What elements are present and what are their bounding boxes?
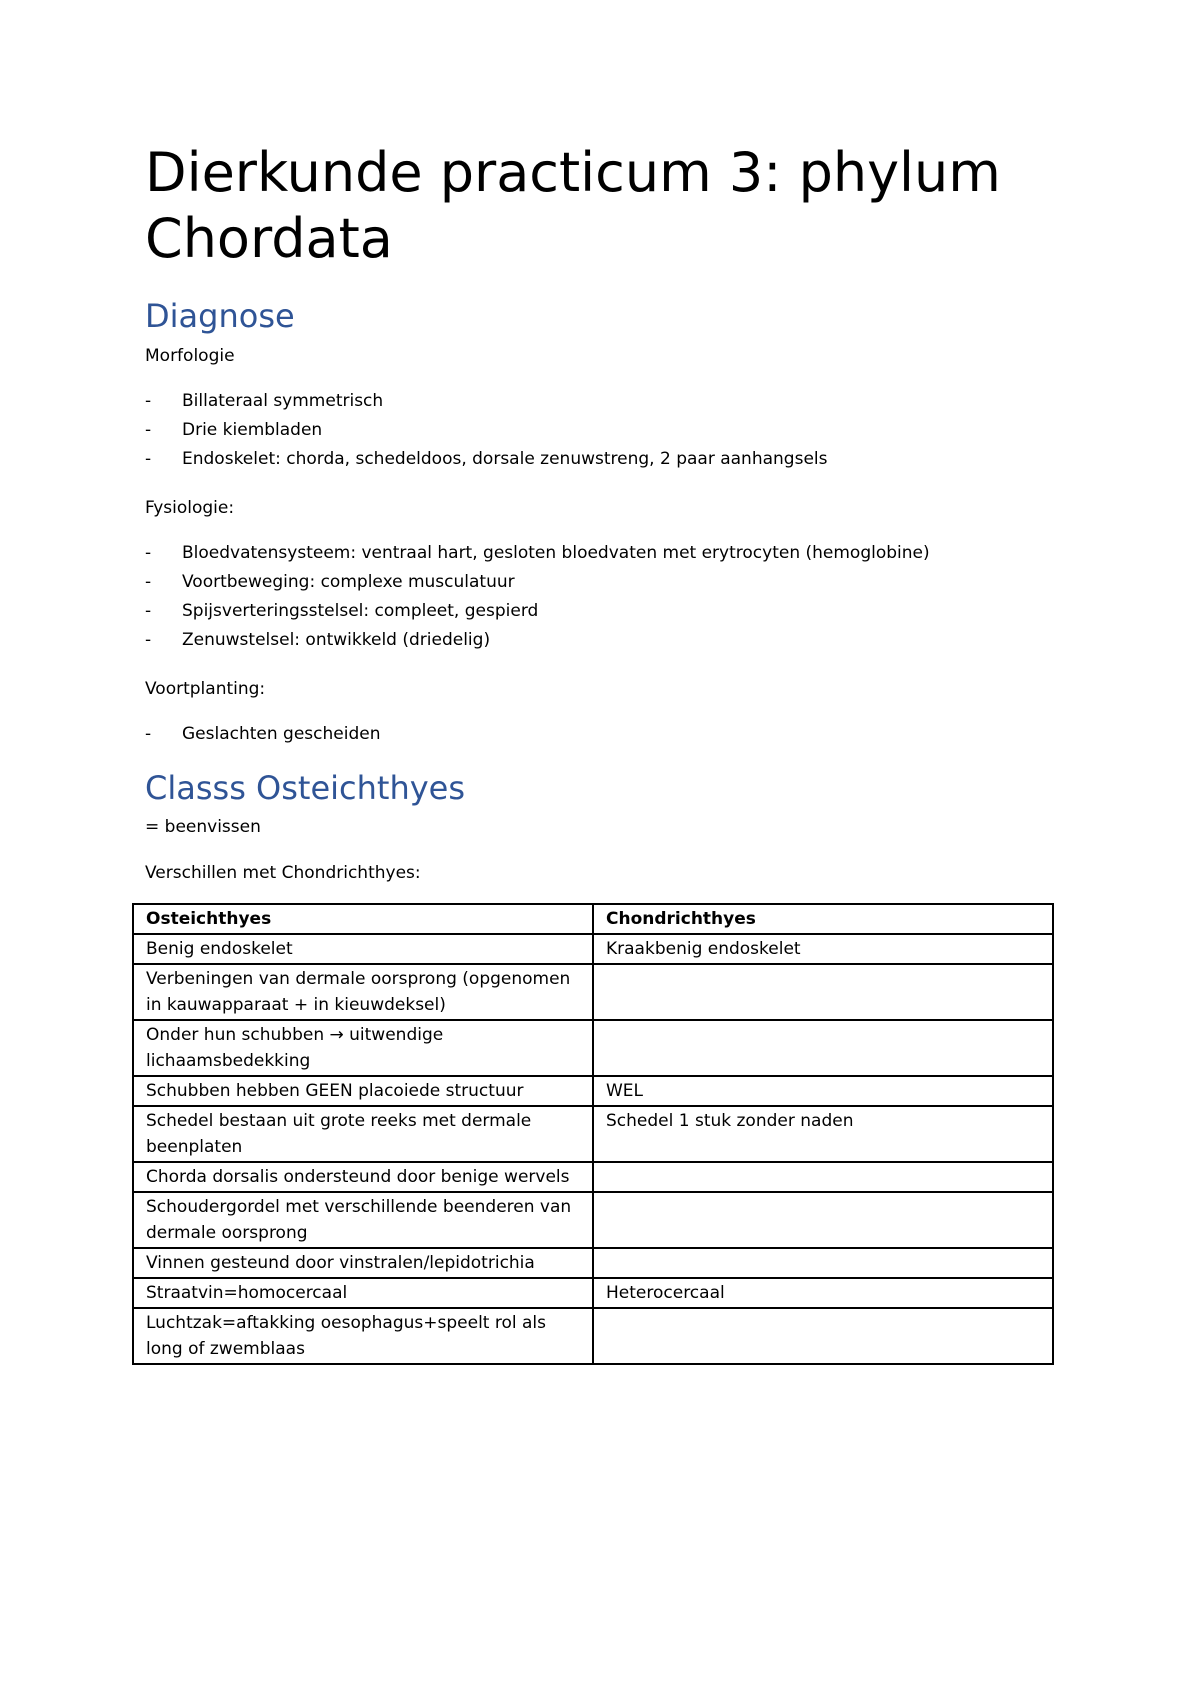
table-cell: WEL (593, 1076, 1053, 1106)
table-row (133, 1020, 1053, 1076)
table-cell: Heterocercaal (593, 1278, 1053, 1308)
table-cell (593, 964, 1053, 1020)
table-row (133, 1076, 1053, 1106)
table-cell: Benig endoskelet (133, 934, 593, 964)
table-row (133, 1162, 1053, 1192)
table-cell: Schedel 1 stuk zonder naden (593, 1106, 1053, 1162)
intro-verschillen: Verschillen met Chondrichthyes: (145, 863, 421, 883)
header-chondrichthyes: Chondrichthyes (593, 904, 1053, 934)
list-item: - Spijsverteringsstelsel: compleet, gespierd (145, 597, 930, 626)
list-voortplanting (145, 720, 381, 749)
list-item: - Bloedvatensysteem: ventraal hart, gesloten bloedvaten met erytrocyten (hemoglobine) (145, 539, 930, 568)
list-item: - Drie kiembladen (145, 416, 828, 445)
table-row (133, 1106, 1053, 1162)
table-cell: Onder hun schubben → uitwendige lichaamsbedekking (133, 1020, 593, 1076)
list-item: - Billateraal symmetrisch (145, 387, 828, 416)
table-row (133, 1278, 1053, 1308)
table-cell (593, 1020, 1053, 1076)
heading-diagnose: Diagnose (145, 297, 295, 335)
label-morfologie: Morfologie (145, 346, 235, 366)
table-cell: Straatvin=homocercaal (133, 1278, 593, 1308)
table-cell: Luchtzak=aftakking oesophagus+speelt rol als long of zwemblaas (133, 1308, 593, 1364)
table-cell: Kraakbenig endoskelet (593, 934, 1053, 964)
heading-osteichthyes: Classs Osteichthyes (145, 769, 466, 807)
bullet-dash: - (145, 449, 152, 469)
header-osteichthyes: Osteichthyes (133, 904, 593, 934)
list-morfologie (145, 387, 828, 474)
bullet-dash: - (145, 572, 152, 592)
bullet-dash: - (145, 420, 152, 440)
table-header-row (133, 904, 1053, 934)
table-cell: Vinnen gesteund door vinstralen/lepidotrichia (133, 1248, 593, 1278)
table-cell: Verbeningen van dermale oorsprong (opgenomen in kauwapparaat + in kieuwdeksel) (133, 964, 593, 1020)
table-cell (593, 1192, 1053, 1248)
document-title: Dierkunde practicum 3: phylum Chordata (145, 141, 1001, 270)
table-cell (593, 1162, 1053, 1192)
table-row (133, 934, 1053, 964)
table-cell: Schedel bestaan uit grote reeks met dermale beenplaten (133, 1106, 593, 1162)
label-voortplanting: Voortplanting: (145, 679, 266, 699)
bullet-dash: - (145, 543, 152, 563)
table-row (133, 1308, 1053, 1364)
list-item: - Endoskelet: chorda, schedeldoos, dorsale zenuwstreng, 2 paar aanhangsels (145, 445, 828, 474)
table-cell: Schoudergordel met verschillende beenderen van dermale oorsprong (133, 1192, 593, 1248)
list-fysiologie (145, 539, 930, 655)
table-row (133, 1248, 1053, 1278)
table-cell: Chorda dorsalis ondersteund door benige wervels (133, 1162, 593, 1192)
bullet-dash: - (145, 724, 152, 744)
table-cell (593, 1248, 1053, 1278)
comparison-table (132, 903, 1054, 1365)
table-row (133, 964, 1053, 1020)
table-cell (593, 1308, 1053, 1364)
bullet-dash: - (145, 630, 152, 650)
list-item: - Zenuwstelsel: ontwikkeld (driedelig) (145, 626, 930, 655)
label-fysiologie: Fysiologie: (145, 498, 235, 518)
bullet-dash: - (145, 391, 152, 411)
subtitle-beenvissen: = beenvissen (145, 817, 261, 837)
bullet-dash: - (145, 601, 152, 621)
list-item: - Voortbeweging: complexe musculatuur (145, 568, 930, 597)
table-row (133, 1192, 1053, 1248)
table-cell: Schubben hebben GEEN placoiede structuur (133, 1076, 593, 1106)
list-item: - Geslachten gescheiden (145, 720, 381, 749)
